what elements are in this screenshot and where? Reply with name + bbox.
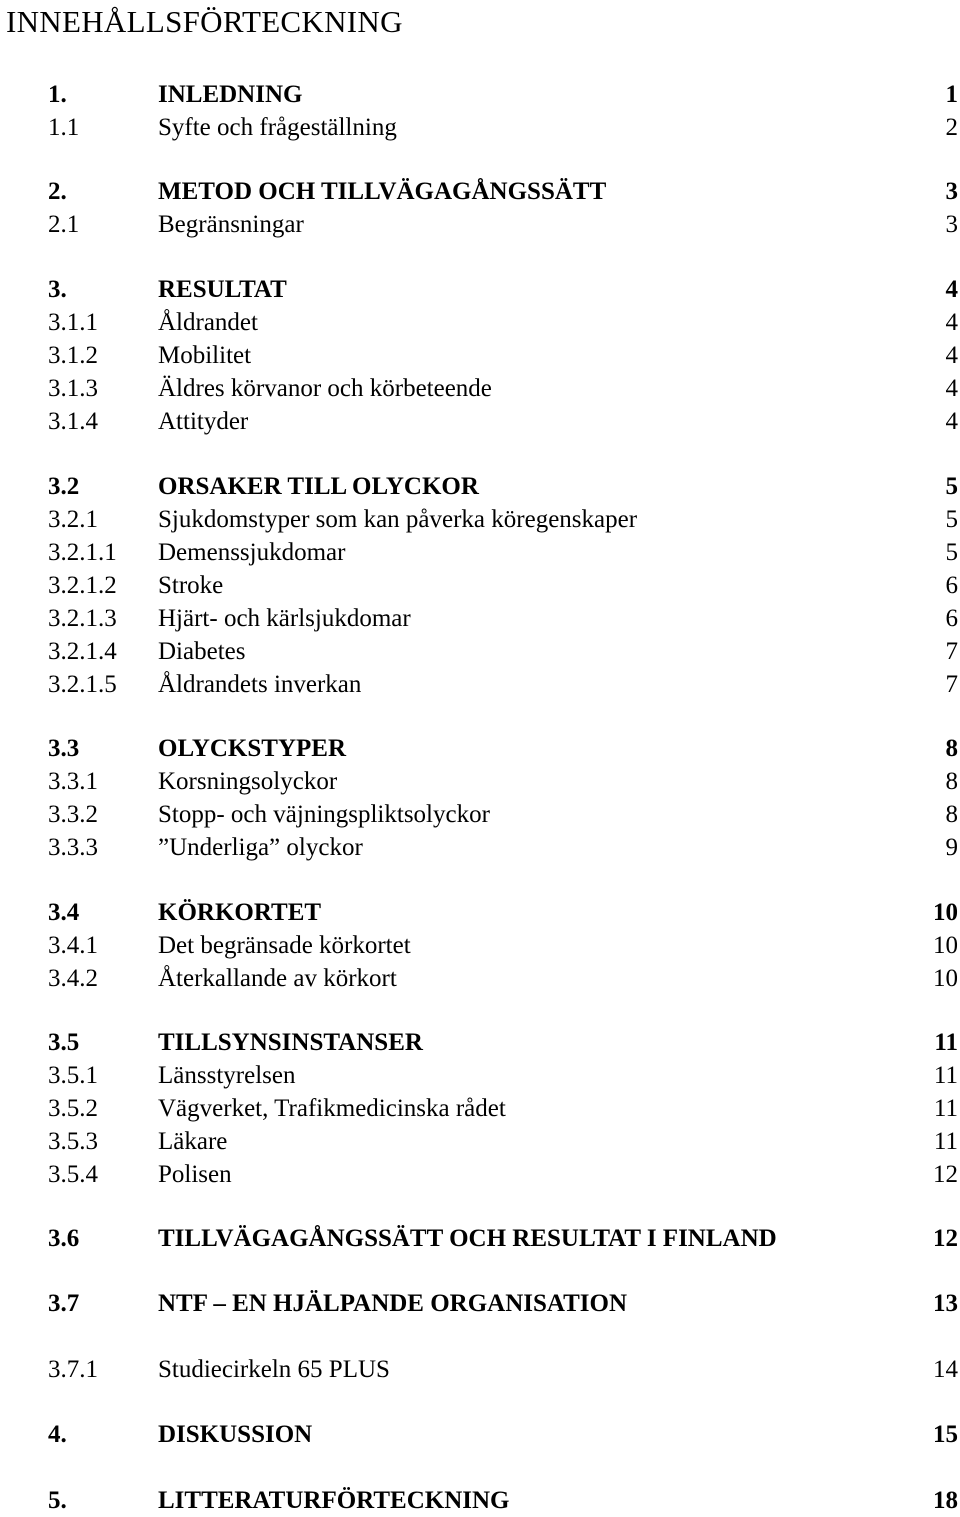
toc-entry-page: 12 — [933, 1161, 958, 1188]
toc-entry-title: Stopp- och väjningspliktsolyckor — [158, 801, 490, 828]
toc-entry — [0, 832, 960, 864]
toc-entry-number: 4. — [48, 1421, 67, 1448]
toc-entry-number: 2. — [48, 178, 67, 205]
toc-entry-number: 3.2.1 — [48, 506, 98, 533]
toc-entry-page: 12 — [933, 1225, 958, 1252]
toc-entry-title: INLEDNING — [158, 81, 303, 108]
toc-entry-number: 3.3.2 — [48, 801, 98, 828]
toc-entry-number: 3.1.1 — [48, 309, 98, 336]
toc-entry — [0, 307, 960, 339]
toc-entry-page: 10 — [933, 899, 958, 926]
toc-entry — [0, 1126, 960, 1158]
toc-entry — [0, 537, 960, 569]
toc-entry-title: Hjärt- och kärlsjukdomar — [158, 605, 411, 632]
toc-entry-title: Korsningsolyckor — [158, 768, 338, 795]
toc-entry — [0, 79, 960, 111]
toc-entry-page: 8 — [945, 735, 958, 762]
toc-entry-page: 11 — [933, 1095, 958, 1122]
toc-entry-title: Syfte och frågeställning — [158, 114, 397, 141]
toc-entry-title: RESULTAT — [158, 276, 287, 303]
toc-title: INNEHÅLLSFÖRTECKNING — [6, 4, 403, 39]
toc-entry-number: 3.5.1 — [48, 1062, 98, 1089]
toc-entry-page: 3 — [945, 178, 958, 205]
toc-entry — [0, 570, 960, 602]
toc-entry-number: 3.3.1 — [48, 768, 98, 795]
toc-entry-page: 4 — [945, 276, 958, 303]
toc-entry-title: Sjukdomstyper som kan påverka köregenskaper — [158, 506, 638, 533]
toc-entry — [0, 1288, 960, 1320]
toc-entry — [0, 1419, 960, 1451]
toc-entry — [0, 930, 960, 962]
toc-entry-page: 4 — [945, 309, 958, 336]
toc-entry-page: 15 — [933, 1421, 958, 1448]
toc-entry-number: 3.3.3 — [48, 834, 98, 861]
toc-entry — [0, 897, 960, 929]
toc-entry-number: 3.4.1 — [48, 932, 98, 959]
toc-entry — [0, 471, 960, 503]
toc-entry — [0, 1027, 960, 1059]
toc-entry-number: 3.7.1 — [48, 1356, 98, 1383]
toc-entry — [0, 112, 960, 144]
toc-entry-title: Återkallande av körkort — [158, 965, 397, 992]
toc-entry-page: 4 — [945, 342, 958, 369]
toc-entry — [0, 636, 960, 668]
toc-entry-page: 5 — [945, 473, 958, 500]
toc-entry-title: ORSAKER TILL OLYCKOR — [158, 473, 479, 500]
toc-entry-title: Länsstyrelsen — [158, 1062, 296, 1089]
toc-entry — [0, 209, 960, 241]
toc-entry-title: Demenssjukdomar — [158, 539, 346, 566]
toc-entry-page: 8 — [945, 801, 958, 828]
toc-entry-title: Stroke — [158, 572, 224, 599]
toc-entry-page: 11 — [934, 1029, 958, 1056]
toc-entry — [0, 766, 960, 798]
toc-entry — [0, 733, 960, 765]
toc-entry-page: 13 — [933, 1290, 958, 1317]
toc-entry-number: 3. — [48, 276, 67, 303]
toc-entry-number: 3.2.1.4 — [48, 638, 117, 665]
toc-entry-number: 3.5.3 — [48, 1128, 98, 1155]
toc-entry — [0, 274, 960, 306]
toc-entry-number: 3.1.4 — [48, 408, 98, 435]
toc-entry-title: TILLVÄGAGÅNGSSÄTT OCH RESULTAT I FINLAND — [158, 1225, 777, 1252]
toc-entry-number: 3.2 — [48, 473, 80, 500]
toc-entry-title: Attityder — [158, 408, 249, 435]
toc-entry — [0, 1093, 960, 1125]
toc-entry — [0, 504, 960, 536]
toc-entry — [0, 1354, 960, 1386]
toc-entry-number: 3.4.2 — [48, 965, 98, 992]
toc-entry — [0, 406, 960, 438]
toc-entry-title: DISKUSSION — [158, 1421, 313, 1448]
toc-entry-page: 1 — [945, 81, 958, 108]
toc-entry-page: 8 — [945, 768, 958, 795]
toc-entry-number: 3.5.4 — [48, 1161, 98, 1188]
toc-entry-title: Läkare — [158, 1128, 228, 1155]
toc-entry-title: TILLSYNSINSTANSER — [158, 1029, 423, 1056]
toc-entry-page: 6 — [945, 605, 958, 632]
toc-entry-page: 6 — [945, 572, 958, 599]
toc-entry-title: Vägverket, Trafikmedicinska rådet — [158, 1095, 506, 1122]
toc-entry-number: 3.2.1.1 — [48, 539, 117, 566]
toc-entry-page: 11 — [933, 1128, 958, 1155]
toc-entry — [0, 963, 960, 995]
toc-entry-page: 9 — [945, 834, 958, 861]
toc-entry — [0, 373, 960, 405]
toc-entry-number: 2.1 — [48, 211, 80, 238]
toc-entry-page: 18 — [933, 1487, 958, 1514]
toc-entry-page: 3 — [945, 211, 958, 238]
toc-entry-page: 11 — [933, 1062, 958, 1089]
toc-entry-title: Studiecirkeln 65 PLUS — [158, 1356, 390, 1383]
toc-entry-title: ”Underliga” olyckor — [158, 834, 363, 861]
toc-entry-title: Åldrandets inverkan — [158, 671, 362, 698]
toc-entry — [0, 1485, 960, 1517]
toc-entry-number: 1. — [48, 81, 67, 108]
toc-entry-page: 5 — [945, 539, 958, 566]
toc-entry — [0, 603, 960, 635]
toc-entry-title: Begränsningar — [158, 211, 304, 238]
toc-entry-page: 7 — [945, 671, 958, 698]
toc-entry-title: Diabetes — [158, 638, 246, 665]
toc-entry-page: 4 — [945, 408, 958, 435]
toc-entry-page: 5 — [945, 506, 958, 533]
toc-entry — [0, 340, 960, 372]
toc-entry — [0, 799, 960, 831]
toc-entry-title: Mobilitet — [158, 342, 252, 369]
toc-entry-number: 3.5 — [48, 1029, 80, 1056]
toc-entry-number: 3.1.2 — [48, 342, 98, 369]
toc-entry-page: 2 — [945, 114, 958, 141]
toc-entry-number: 3.5.2 — [48, 1095, 98, 1122]
toc-entry-number: 3.3 — [48, 735, 80, 762]
toc-entry-number: 3.1.3 — [48, 375, 98, 402]
toc-entry-title: Åldrandet — [158, 309, 258, 336]
toc-entry — [0, 1159, 960, 1191]
toc-entry-title: Polisen — [158, 1161, 232, 1188]
toc-entry-number: 3.2.1.5 — [48, 671, 117, 698]
toc-entry-page: 10 — [933, 932, 958, 959]
toc-entry-number: 5. — [48, 1487, 67, 1514]
toc-entry-title: Det begränsade körkortet — [158, 932, 411, 959]
toc-entry-page: 4 — [945, 375, 958, 402]
toc-entry-number: 3.7 — [48, 1290, 80, 1317]
toc-entry — [0, 669, 960, 701]
toc-entry-page: 7 — [945, 638, 958, 665]
toc-entry — [0, 1060, 960, 1092]
toc-entry-page: 14 — [933, 1356, 958, 1383]
toc-entry-number: 1.1 — [48, 114, 80, 141]
toc-entry-number: 3.4 — [48, 899, 80, 926]
toc-entry-title: LITTERATURFÖRTECKNING — [158, 1487, 510, 1514]
toc-entry-title: NTF – EN HJÄLPANDE ORGANISATION — [158, 1290, 628, 1317]
toc-entry-page: 10 — [933, 965, 958, 992]
toc-entry — [0, 176, 960, 208]
toc-entry — [0, 1223, 960, 1255]
toc-entry-title: Äldres körvanor och körbeteende — [158, 375, 492, 402]
toc-entry-number: 3.6 — [48, 1225, 80, 1252]
toc-entry-title: OLYCKSTYPER — [158, 735, 347, 762]
toc-entry-title: METOD OCH TILLVÄGAGÅNGSSÄTT — [158, 178, 607, 205]
toc-entry-number: 3.2.1.3 — [48, 605, 117, 632]
toc-entry-title: KÖRKORTET — [158, 899, 322, 926]
toc-entry-number: 3.2.1.2 — [48, 572, 117, 599]
